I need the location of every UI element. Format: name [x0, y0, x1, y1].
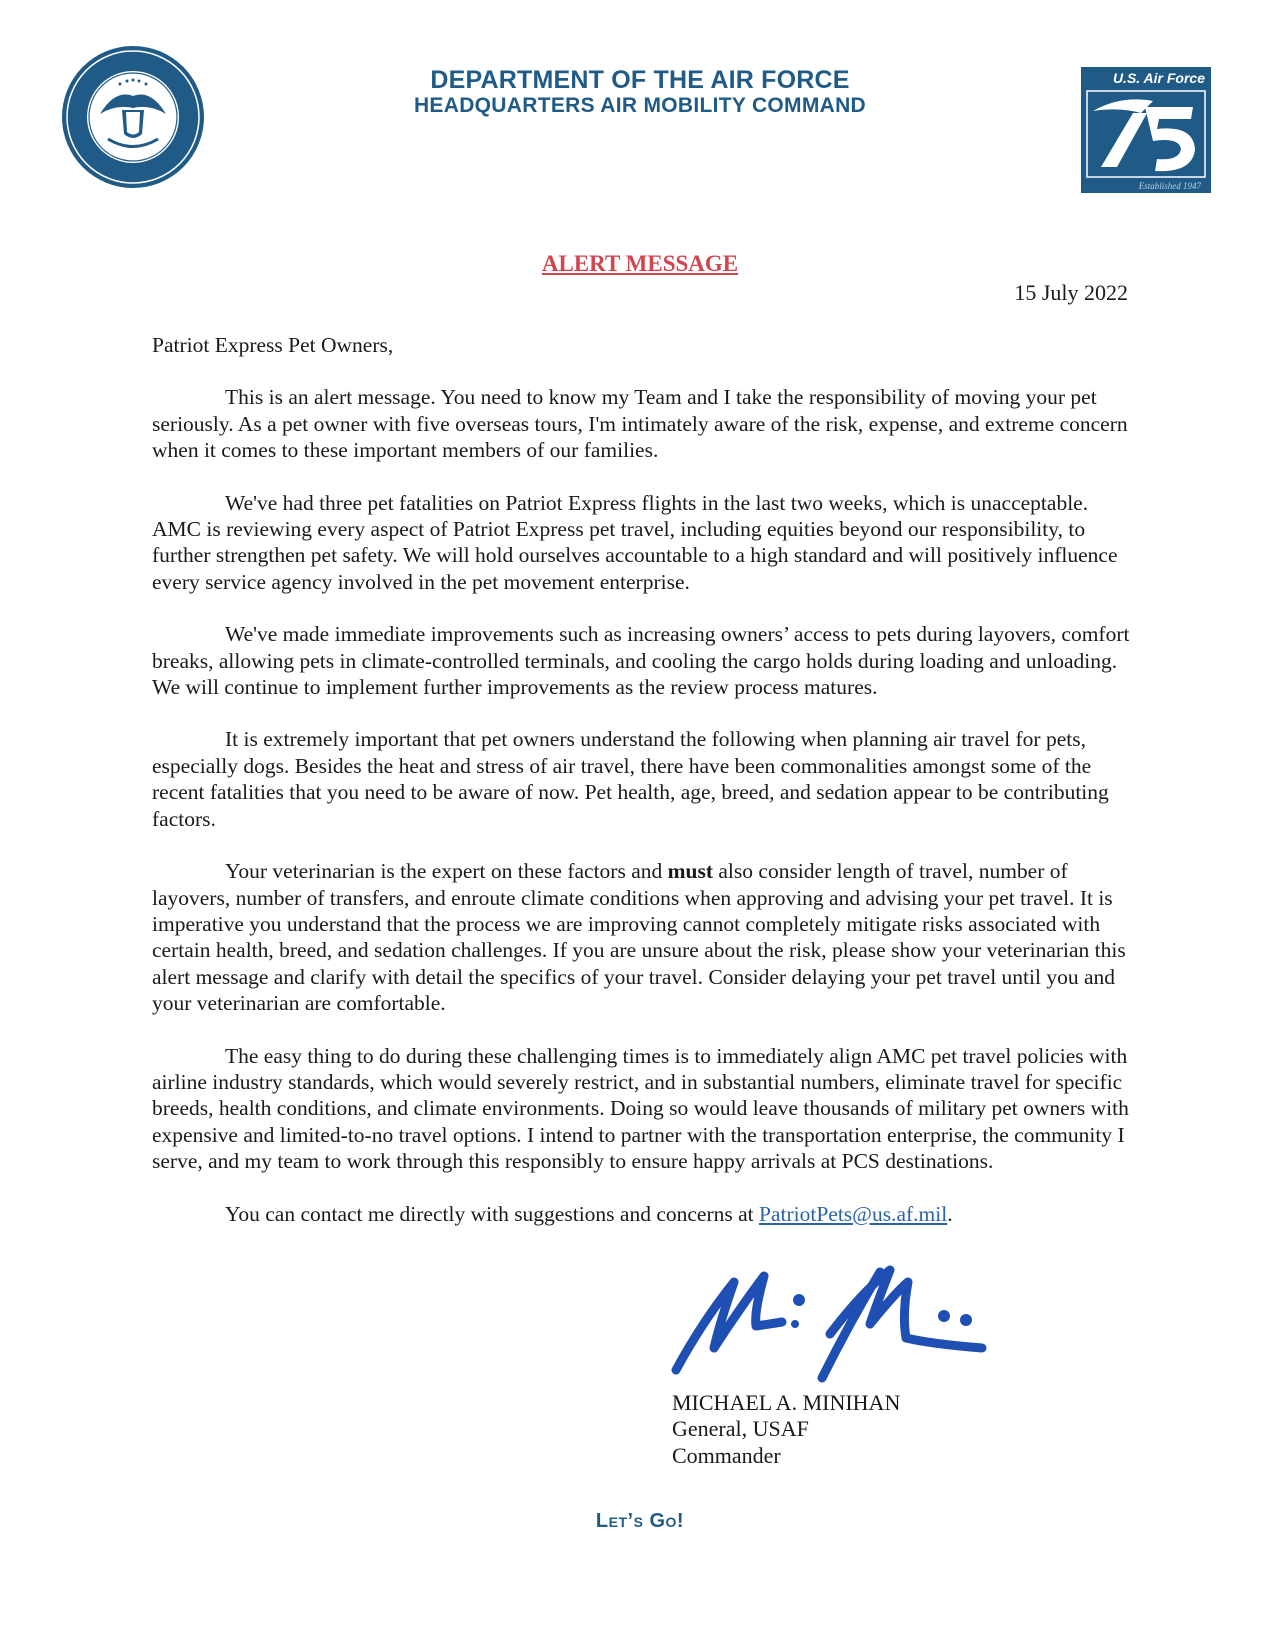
- paragraph-3: We've made immediate improvements such as increasing owners’ access to pets during layovers, comfort breaks, allowing pets in climate-controlled terminals, and cooling the cargo holds during loading and unloading. We will continue to implement further improvements as the review process matures.: [152, 622, 1130, 700]
- signer-rank: General, USAF: [672, 1416, 809, 1442]
- letter-body: [152, 332, 1130, 1227]
- paragraph-5: [152, 858, 1130, 1016]
- air-force-75-logo: [1081, 67, 1211, 193]
- salutation: Patriot Express Pet Owners,: [152, 333, 394, 357]
- paragraph-1: This is an alert message. You need to know my Team and I take the responsibility of moving your pet seriously. As a pet owner with five overseas tours, I'm intimately aware of the risk, expense, and extreme concern when it comes to these important members of our families.: [152, 385, 1128, 463]
- letterhead: [300, 66, 980, 118]
- vet-text-before: Your veterinarian is the expert on these factors and: [225, 859, 668, 884]
- af-logo-title: U.S. Air Force: [1112, 70, 1205, 86]
- signature-block: [672, 1390, 900, 1469]
- letter-date: 15 July 2022: [1014, 280, 1128, 305]
- footer-motto: Let’s Go!: [595, 1510, 685, 1532]
- contact-text: You can contact me directly with suggestions and concerns at: [225, 1201, 759, 1226]
- contact-line: [152, 1201, 1130, 1227]
- paragraph-6: The easy thing to do during these challenging times is to immediately align AMC pet travel policies with airline industry standards, which would severely restrict, and in substantial numbers, eliminate travel for specific breeds, health conditions, and climate environments. Doing so would leave thousands of military pet owners with expensive and limited-to-no travel options. I intend to partner with the transportation enterprise, the community I serve, and my team to work through this responsibly to ensure happy arrivals at PCS destinations.: [152, 1043, 1129, 1174]
- email-link[interactable]: PatriotPets@us.af.mil: [759, 1201, 948, 1226]
- must-emphasis: must: [667, 859, 714, 884]
- signer-name: MICHAEL A. MINIHAN: [672, 1390, 901, 1415]
- paragraph-4: It is extremely important that pet owners understand the following when planning air travel for pets, especially dogs. Besides the heat and stress of air travel, there have been commonalities amongst some of the recent fatalities that you need to be aware of now. Pet health, age, breed, and sedation appear to be contributing factors.: [152, 727, 1109, 831]
- contact-end: .: [947, 1201, 953, 1226]
- vet-text-after: also consider length of travel, number of layovers, number of transfers, and enroute climate conditions when approving and advising your pet travel. It is imperative you understand that the process we are improving cannot completely mitigate risks associated with certain health, breed, and sedation challenges. If you are unsure about the risk, please show your veterinarian this alert message and clarify with detail the specifics of your travel. Consider delaying your pet travel until you and your veterinarian are comfortable.: [152, 859, 1126, 1016]
- handwritten-signature: [670, 1262, 1000, 1384]
- department-name: DEPARTMENT OF THE AIR FORCE: [430, 66, 850, 94]
- paragraph-2: We've had three pet fatalities on Patriot Express flights in the last two weeks, which is unacceptable. AMC is reviewing every aspect of Patriot Express pet travel, including equities beyond our responsibility, to further strengthen pet safety. We will hold ourselves accountable to a high standard and will positively influence every service agency involved in the pet movement enterprise.: [152, 490, 1118, 594]
- dod-seal-icon: [60, 44, 206, 190]
- signature-graphic: [670, 1262, 1000, 1384]
- command-name: HEADQUARTERS AIR MOBILITY COMMAND: [413, 94, 867, 117]
- signer-position: Commander: [672, 1442, 781, 1468]
- alert-title: ALERT MESSAGE: [541, 251, 739, 276]
- seal-graphic: [60, 44, 206, 190]
- af-logo-established: Established 1947: [1138, 181, 1201, 191]
